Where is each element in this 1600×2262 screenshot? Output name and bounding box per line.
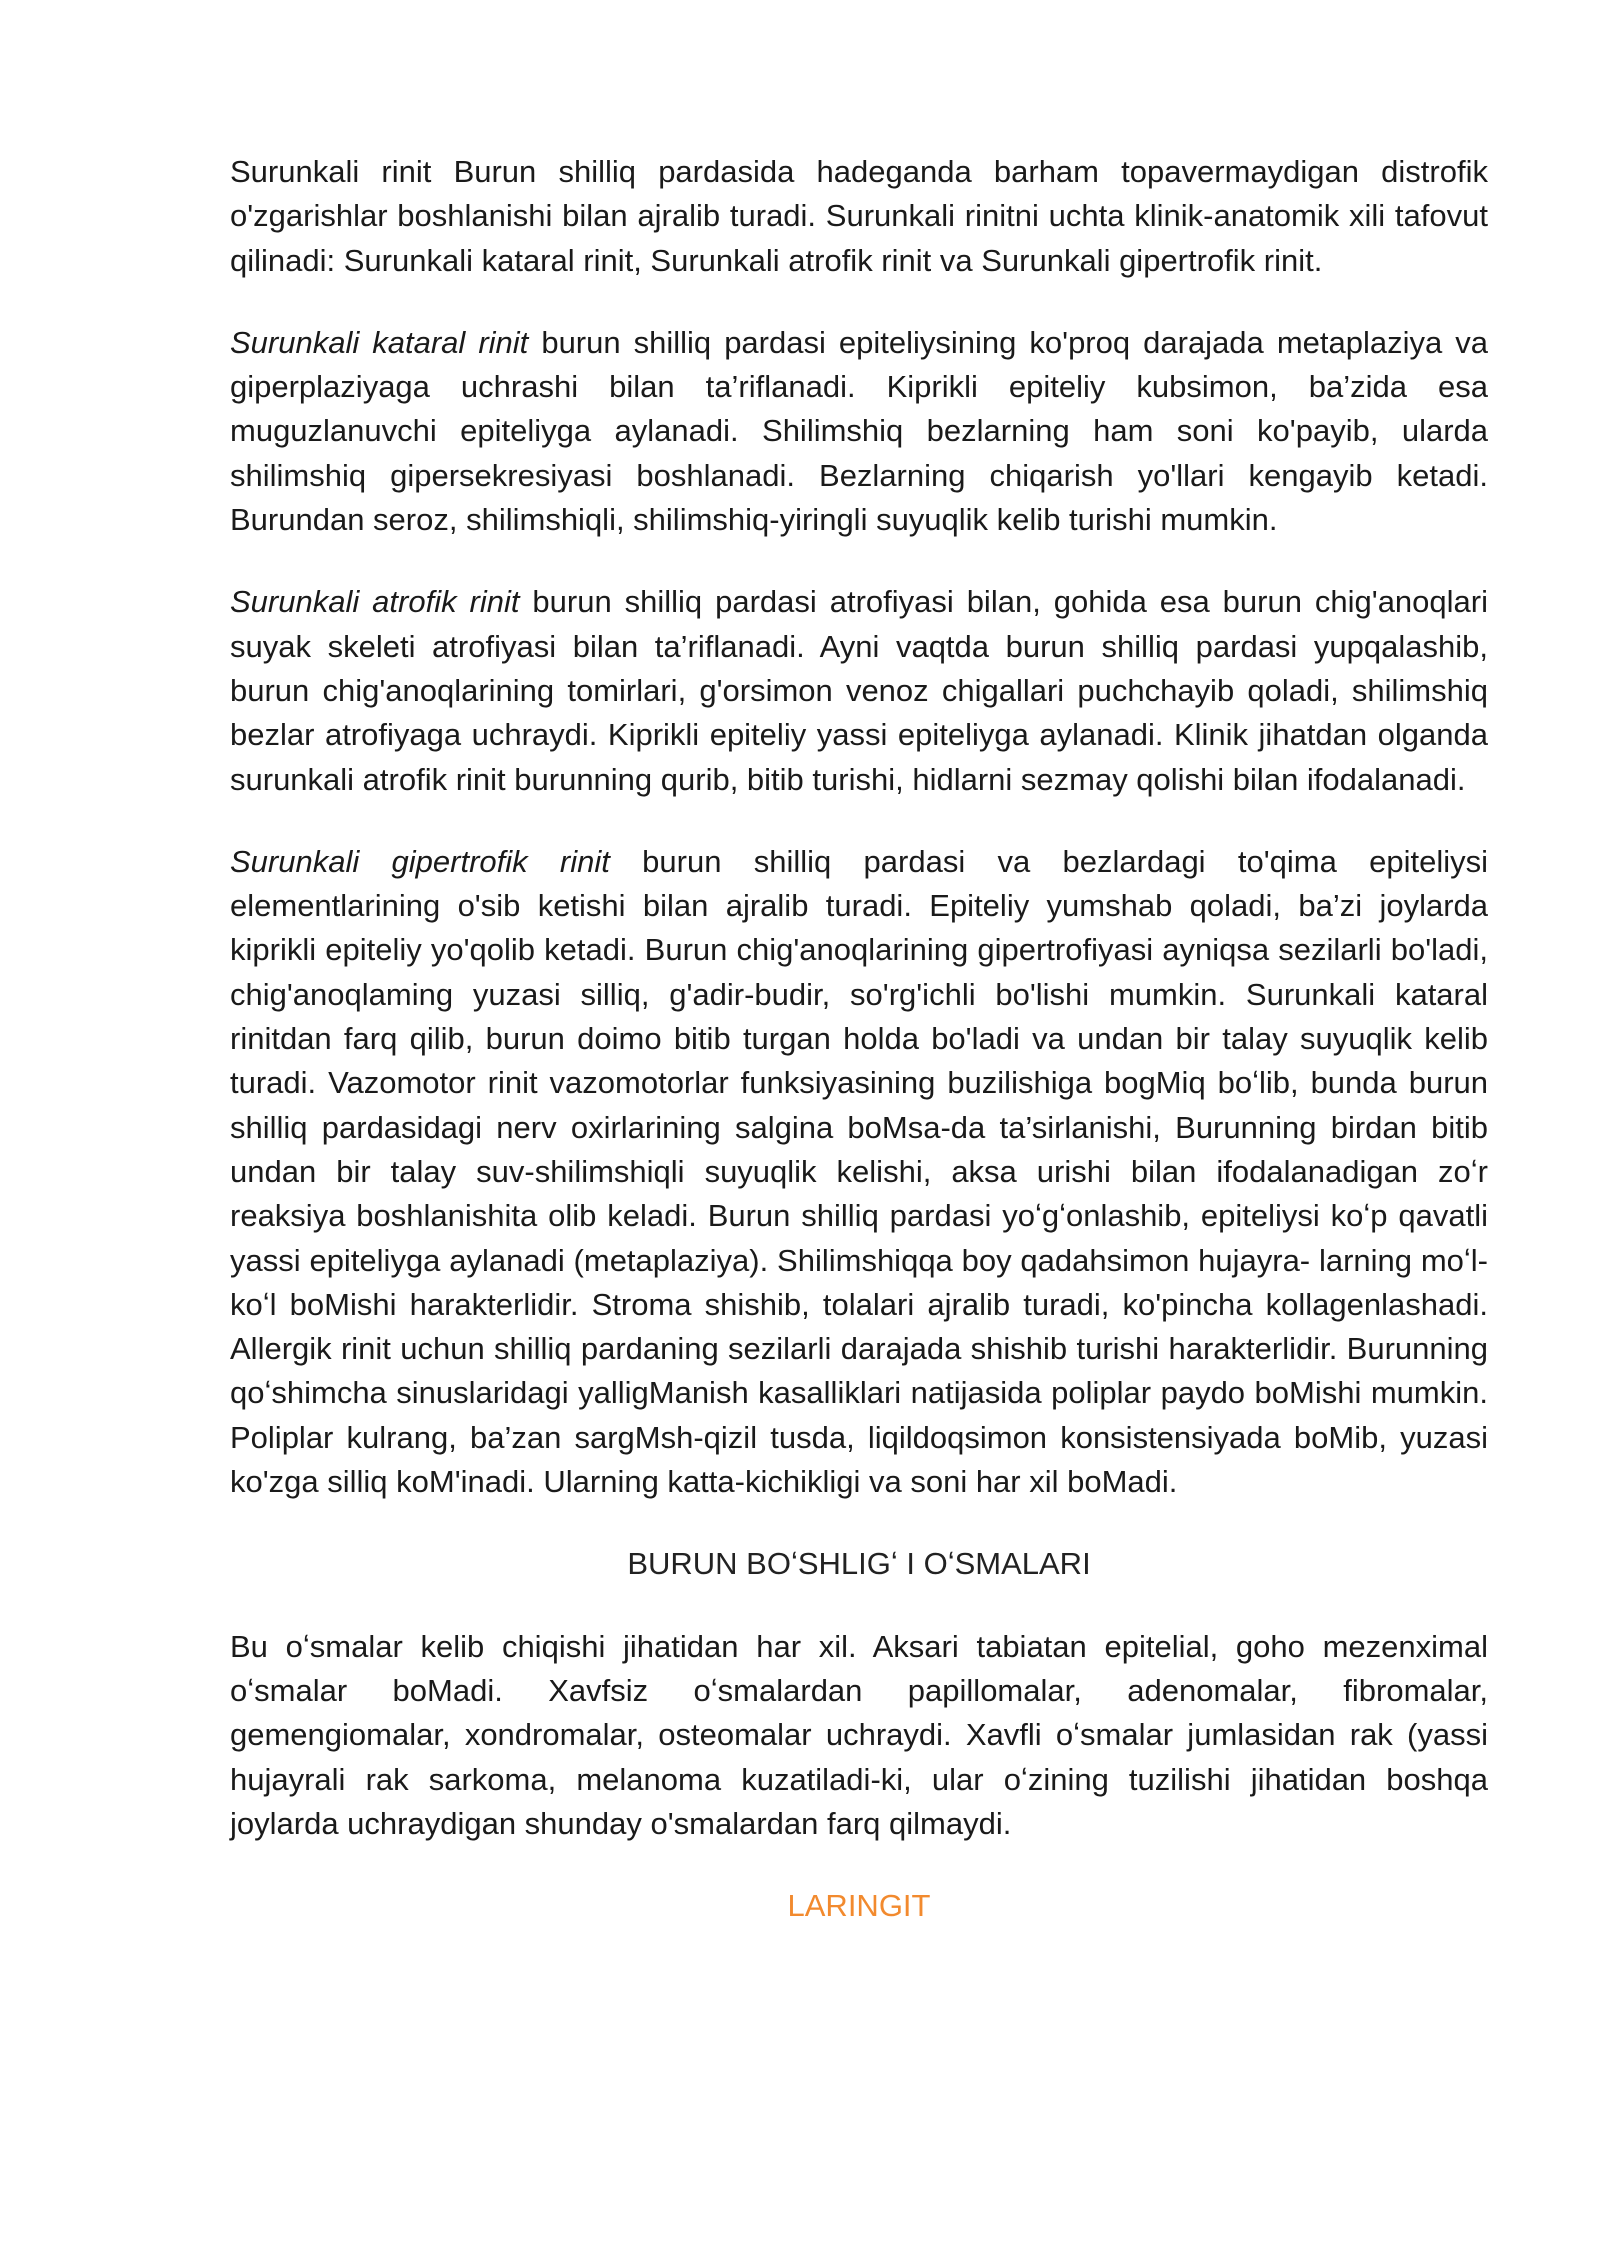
atrofik-rinit-paragraph xyxy=(230,580,1488,801)
kataral-rinit-term: Surunkali kataral rinit xyxy=(230,324,529,360)
kataral-rinit-text: burun shilliq pardasi epiteliysining ko'proq darajada metaplaziya va giperplaziyaga uchrashi bilan ta’riflanadi. Kiprikli epiteliy kubsimon, ba’zida esa muguzlanuvchi epiteliyga aylanadi. Shilimshiq bezlarning ham soni ko'payib, ularda shilimshiq gipersekresiyasi boshlanadi. Bezlarning chiqarish yo'llari kengayib ketadi. Burundan seroz, shilimshiqli, shilimshiq-yiringli suyuqlik kelib turishi mumkin. xyxy=(230,324,1488,538)
gipertrofik-rinit-term: Surunkali gipertrofik rinit xyxy=(230,843,610,879)
section-heading-laringit: LARINGIT xyxy=(787,1888,931,1924)
section-heading-osmalar: BURUN BOʻSHLIGʻ I OʻSMALARI xyxy=(627,1546,1091,1582)
osmalar-paragraph: Bu oʻsmalar kelib chiqishi jihatidan har xil. Aksari tabiatan epitelial, goho mezenximal oʻsmalar boMadi. Xavfsiz oʻsmalardan papillomalar, adenomalar, fibromalar, gemengiomalar, xondromalar, osteomalar uchraydi. Xavfli oʻsmalar jumlasidan rak (yassi hujayrali rak sarkoma, melanoma kuzatiladi-ki, ular oʻzining tuzilishi jihatidan boshqa joylarda uchraydigan shunday o'smalardan farq qilmaydi. xyxy=(230,1628,1488,1841)
document-page xyxy=(230,150,1488,1928)
intro-paragraph: Surunkali rinit Burun shilliq pardasida hadeganda barham topavermaydigan distrofik o'zgarishlar boshlanishi bilan ajralib turadi. Surunkali rinitni uchta klinik-anatomik xili tafovut qilinadi: Surunkali kataral rinit, Surunkali atrofik rinit va Surunkali gipertrofik rinit. xyxy=(230,154,1488,278)
atrofik-rinit-text: burun shilliq pardasi atrofiyasi bilan, gohida esa burun chig'anoqlari suyak skeleti atrofiyasi bilan ta’riflanadi. Ayni vaqtda burun shilliq pardasi yupqalashib, burun chig'anoqlarining tomirlari, g'orsimon venoz chigallari puchchayib qoladi, shilimshiq bezlar atrofiyaga uchraydi. Kiprikli epiteliy yassi epiteliyga aylanadi. Klinik jihatdan olganda surunkali atrofik rinit burunning qurib, bitib turishi, hidlarni sezmay qolishi bilan ifodalanadi. xyxy=(230,584,1488,797)
atrofik-rinit-term: Surunkali atrofik rinit xyxy=(230,584,520,620)
kataral-rinit-paragraph xyxy=(230,321,1488,542)
gipertrofik-rinit-paragraph xyxy=(230,840,1488,1504)
gipertrofik-rinit-text: burun shilliq pardasi va bezlardagi to'qima epiteliysi elementlarining o'sib ketishi bilan ajralib turadi. Epiteliy yumshab qoladi, ba’zi joylarda kiprikli epiteliy yo'qolib ketadi. Burun chig'anoqlarining gipertrofiyasi ayniqsa sezilarli bo'ladi, chig'anoqlaming yuzasi silliq, g'adir-budir, so'rg'ichli bo'lishi mumkin. Surunkali kataral rinitdan farq qilib, burun doimo bitib turgan holda bo'ladi va undan bir talay suyuqlik kelib turadi. Vazomotor rinit vazomotorlar funksiyasining buzilishiga bogMiq boʻlib, bunda burun shilliq pardasidagi nerv oxirlarining salgina boMsa-da ta’sirlanishi, Burunning birdan bitib undan bir talay suv-shilimshiqli suyuqlik kelishi, aksa urishi bilan ifodalanadigan zoʻr reaksiya boshlanishita olib keladi. Burun shilliq pardasi yoʻgʻonlashib, epiteliysi koʻp qavatli yassi epiteliyga aylanadi (metaplaziya). Shilimshiqqa boy qadahsimon hujayra- larning moʻl-koʻl boMishi harakterlidir. Stroma shishib, tolalari ajralib turadi, ko'pincha kollagenlashadi. Allergik rinit uchun shilliq pardaning sezilarli darajada shishib turishi harakterlidir. Burunning qoʻshimcha sinuslaridagi yalligManish kasalliklari natijasida poliplar paydo boMishi mumkin. Poliplar kulrang, ba’zan sargMsh-qizil tusda, liqildoqsimon konsistensiyada boMib, yuzasi ko'zga silliq koM'inadi. Ularning katta-kichikligi va soni har xil boMadi. xyxy=(230,843,1488,1500)
